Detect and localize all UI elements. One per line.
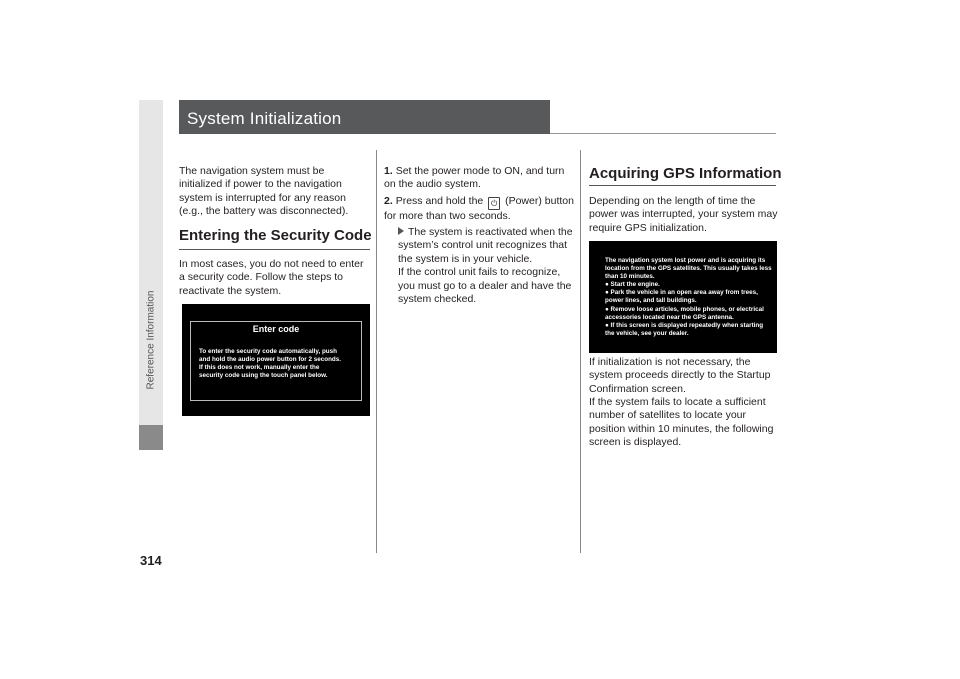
intro-paragraph: The navigation system must be initialized if power to the navigation system is interrupted for any reason (e.g., the battery was disconnected).	[179, 165, 349, 218]
step-number: 2.	[384, 195, 393, 207]
screen-title: Enter code	[252, 324, 300, 334]
section-heading-security: Entering the Security Code	[179, 227, 372, 244]
step-result	[398, 226, 576, 306]
screen-message: To enter the security code automatically, push and hold the audio power button for 2 seconds. If this does not work, manually enter the security code using the touch panel below.	[199, 348, 342, 380]
result-text: The system is reactivated when the system’s control unit recognizes that the system is in your vehicle.	[398, 226, 573, 265]
step-text: (Power) button for more than two seconds.	[384, 195, 574, 222]
after-paragraph-2: If the system fails to locate a sufficient number of satellites to locate your position within 10 minutes, the following screen is displayed.	[589, 396, 774, 449]
step-number: 1.	[384, 165, 393, 177]
side-tab	[139, 100, 163, 450]
heading-rule	[589, 185, 776, 186]
step-text: Set the power mode to ON, and turn on the audio system.	[384, 165, 565, 191]
side-tab-marker	[139, 425, 163, 450]
column-divider	[376, 150, 377, 553]
page-number: 314	[140, 553, 162, 568]
page-title: System Initialization	[187, 109, 342, 128]
step-2	[384, 195, 574, 223]
gps-paragraph: Depending on the length of time the power was interrupted, your system may require GPS initialization.	[589, 195, 778, 234]
arrow-icon	[398, 227, 404, 235]
power-icon: ⏻	[488, 197, 500, 210]
step-text: Press and hold the	[395, 195, 484, 207]
after-paragraph-1: If initialization is not necessary, the system proceeds directly to the Startup Confirmation screen.	[589, 356, 771, 395]
step-1	[384, 165, 574, 192]
screen-message: The navigation system lost power and is acquiring its location from the GPS satellites. This usually takes less than 10 minutes. ● Start the engine. ● Park the vehicle in an open area away from trees, power lines, and tall buildings. ● Remove loose articles, mobile phones, or electrical accessories located near the GPS antenna. ● If this screen is displayed repeatedly when starting the vehicle, see your dealer.	[605, 257, 772, 337]
section-heading-gps: Acquiring GPS Information	[589, 165, 782, 182]
gps-screen	[589, 241, 777, 353]
security-paragraph: In most cases, you do not need to enter a security code. Follow the steps to reactivate the system.	[179, 258, 364, 297]
heading-rule	[179, 249, 370, 250]
page-title-bar	[179, 100, 550, 134]
title-rule	[550, 133, 776, 134]
enter-code-screen	[182, 304, 370, 416]
result-text: If the control unit fails to recognize, you must go to a dealer and have the system checked.	[398, 266, 572, 306]
column-divider	[580, 150, 581, 553]
side-label: Reference Information	[145, 290, 157, 390]
